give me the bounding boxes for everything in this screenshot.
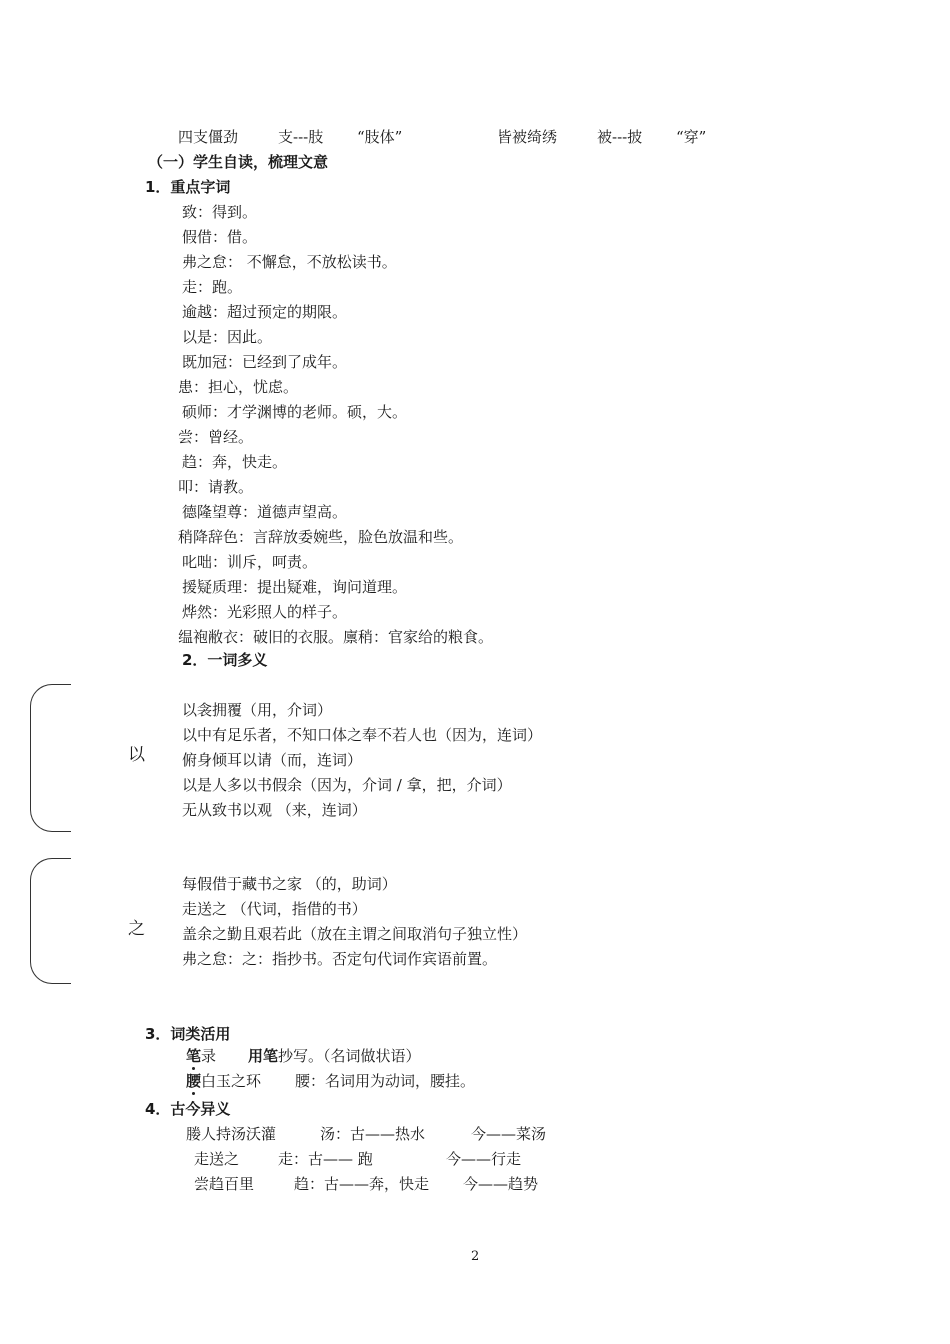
emphasis-char: 腰 <box>186 1072 202 1090</box>
zhi-line: 盖余之勤且艰若此（放在主谓之间取消句子独立性） <box>182 925 528 943</box>
vocab-item: 走：跑。 <box>182 278 243 296</box>
top-line-4: 皆被绮绣 <box>497 128 558 146</box>
vocab-item: 患：担心，忧虑。 <box>178 378 299 396</box>
char-yi: 以 <box>128 745 145 765</box>
vocab-item: 援疑质理：提出疑难，询问道理。 <box>182 578 408 596</box>
emphasis-char: 笔 <box>186 1047 202 1065</box>
heading-2: 2．一词多义 <box>182 651 268 669</box>
brace-yi <box>30 684 71 832</box>
vocab-item: 缊袍敝衣：破旧的衣服。廪稍：官家给的粮食。 <box>178 628 494 646</box>
vocab-item: 尝：曾经。 <box>178 428 254 446</box>
gujin-c: 今——菜汤 <box>471 1125 547 1143</box>
gujin-a: 尝趋百里 <box>194 1175 255 1193</box>
top-line-1: 四支僵劲 <box>178 128 239 146</box>
heading-4: 4．古今异义 <box>145 1100 231 1118</box>
top-line-3: “肢体” <box>357 128 403 146</box>
gujin-b: 趋：古——奔，快走 <box>294 1175 430 1193</box>
vocab-item: 以是：因此。 <box>182 328 273 346</box>
heading-3: 3．词类活用 <box>145 1025 231 1043</box>
top-line-6: “穿” <box>676 128 707 146</box>
yi-line: 无从致书以观 （来，连词） <box>182 801 367 819</box>
top-line-5: 被---披 <box>597 128 643 146</box>
yi-line: 俯身倾耳以请（而，连词） <box>182 751 363 769</box>
act2-rest: 白玉之环 <box>201 1072 262 1090</box>
vocab-item: 德隆望尊：道德声望高。 <box>182 503 348 521</box>
gujin-c: 今——趋势 <box>463 1175 539 1193</box>
page-number: 2 <box>471 1249 480 1264</box>
zhi-line: 走送之 （代词，指借的书） <box>182 900 367 918</box>
gujin-b: 走：古—— 跑 <box>278 1150 373 1168</box>
vocab-item: 逾越：超过预定的期限。 <box>182 303 348 321</box>
gujin-c: 今——行走 <box>446 1150 522 1168</box>
yi-line: 以衾拥覆（用，介词） <box>182 701 333 719</box>
vocab-item: 弗之怠： 不懈怠，不放松读书。 <box>182 253 397 271</box>
yi-line: 以中有足乐者，不知口体之奉不若人也（因为，连词） <box>182 726 543 744</box>
vocab-item: 硕师：才学渊博的老师。硕，大。 <box>182 403 408 421</box>
vocab-item: 趋：奔，快走。 <box>182 453 288 471</box>
vocab-item: 叱咄：训斥，呵责。 <box>182 553 318 571</box>
zhi-line: 每假借于藏书之家 （的，助词） <box>182 875 397 893</box>
section-title: （一）学生自读，梳理文意 <box>148 153 329 171</box>
yi-line: 以是人多以书假余（因为，介词 / 拿，把，介词） <box>182 776 512 794</box>
vocab-item: 叩：请教。 <box>178 478 254 496</box>
heading-1: 1．重点字词 <box>145 178 231 196</box>
vocab-item: 假借：借。 <box>182 228 258 246</box>
gujin-a: 媵人持汤沃灌 <box>186 1125 277 1143</box>
act1-rest: 录 <box>201 1047 217 1065</box>
vocab-item: 致：得到。 <box>182 203 258 221</box>
act1-bold: 用笔 <box>248 1047 279 1065</box>
gujin-b: 汤：古——热水 <box>320 1125 426 1143</box>
activation-line-1 <box>186 1046 421 1066</box>
zhi-line: 弗之怠：之：指抄书。否定句代词作宾语前置。 <box>182 950 498 968</box>
act2-tail: 腰：名词用为动词，腰挂。 <box>295 1072 476 1090</box>
brace-zhi <box>30 858 71 984</box>
activation-line-2 <box>186 1071 475 1091</box>
vocab-item: 烨然：光彩照人的样子。 <box>182 603 348 621</box>
char-zhi: 之 <box>128 919 145 939</box>
vocab-item: 既加冠：已经到了成年。 <box>182 353 348 371</box>
gujin-a: 走送之 <box>194 1150 240 1168</box>
vocab-item: 稍降辞色：言辞放委婉些，脸色放温和些。 <box>178 528 464 546</box>
act1-tail: 抄写。（名词做状语） <box>278 1047 421 1065</box>
top-line-2: 支---肢 <box>278 128 324 146</box>
